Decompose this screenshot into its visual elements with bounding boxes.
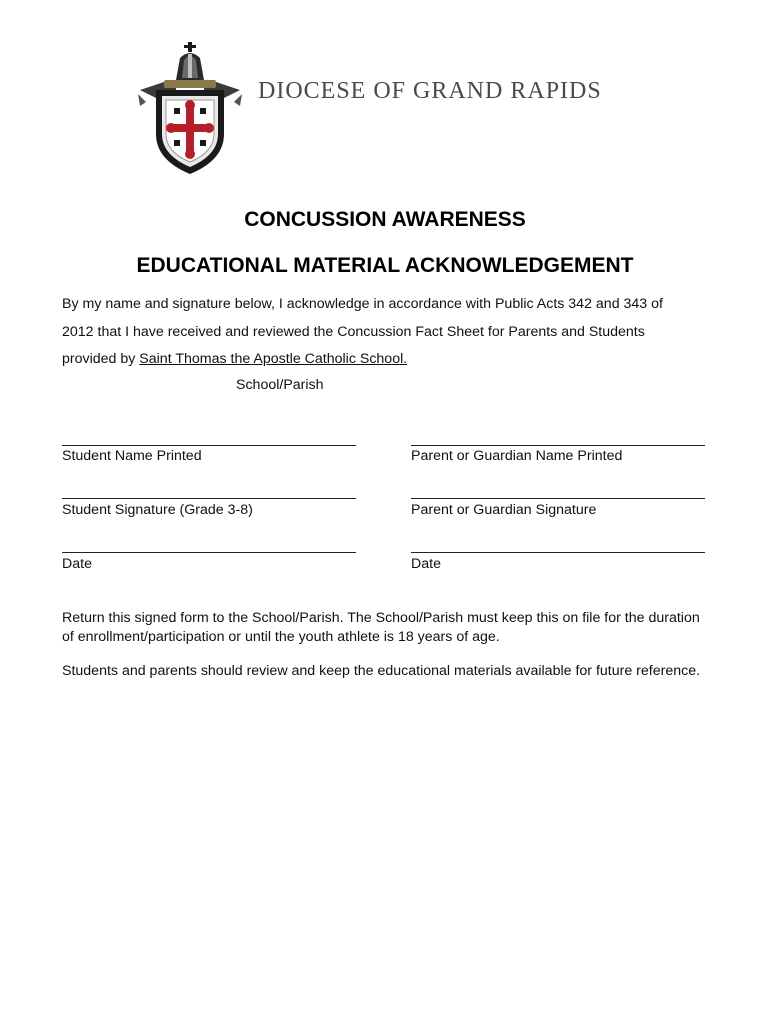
parent-date-label: Date bbox=[411, 556, 441, 572]
review-instructions: Students and parents should review and keep the educational materials available for future reference. bbox=[62, 663, 701, 679]
return-instructions: Return this signed form to the School/Parish. The School/Parish must keep this on file for the duration of enrollment/participation or until the youth athlete is 18 years of age. bbox=[62, 610, 700, 645]
form-title: CONCUSSION AWARENESS bbox=[244, 208, 526, 231]
parent-name-label: Parent or Guardian Name Printed bbox=[411, 448, 623, 464]
school-parish-label: School/Parish bbox=[236, 377, 324, 393]
statement-line-3 bbox=[62, 351, 407, 367]
parent-name-line[interactable] bbox=[411, 445, 705, 446]
parent-date-line[interactable] bbox=[411, 552, 705, 553]
statement-line-1: By my name and signature below, I acknowledge in accordance with Public Acts 342 and 343 of bbox=[62, 296, 663, 312]
student-signature-line[interactable] bbox=[62, 498, 356, 499]
diocese-name: DIOCESE OF GRAND RAPIDS bbox=[258, 78, 602, 104]
diocese-seal-icon bbox=[136, 42, 244, 176]
student-name-label: Student Name Printed bbox=[62, 448, 202, 464]
school-name-field: Saint Thomas the Apostle Catholic School. bbox=[139, 351, 408, 367]
student-date-label: Date bbox=[62, 556, 92, 572]
student-date-line[interactable] bbox=[62, 552, 356, 553]
parent-signature-line[interactable] bbox=[411, 498, 705, 499]
form-subtitle: EDUCATIONAL MATERIAL ACKNOWLEDGEMENT bbox=[136, 254, 634, 277]
statement-prefix: provided by bbox=[62, 351, 140, 367]
student-name-line[interactable] bbox=[62, 445, 356, 446]
statement-line-2: 2012 that I have received and reviewed the Concussion Fact Sheet for Parents and Students bbox=[62, 324, 645, 340]
student-signature-label: Student Signature (Grade 3-8) bbox=[62, 502, 253, 518]
parent-signature-label: Parent or Guardian Signature bbox=[411, 502, 597, 518]
